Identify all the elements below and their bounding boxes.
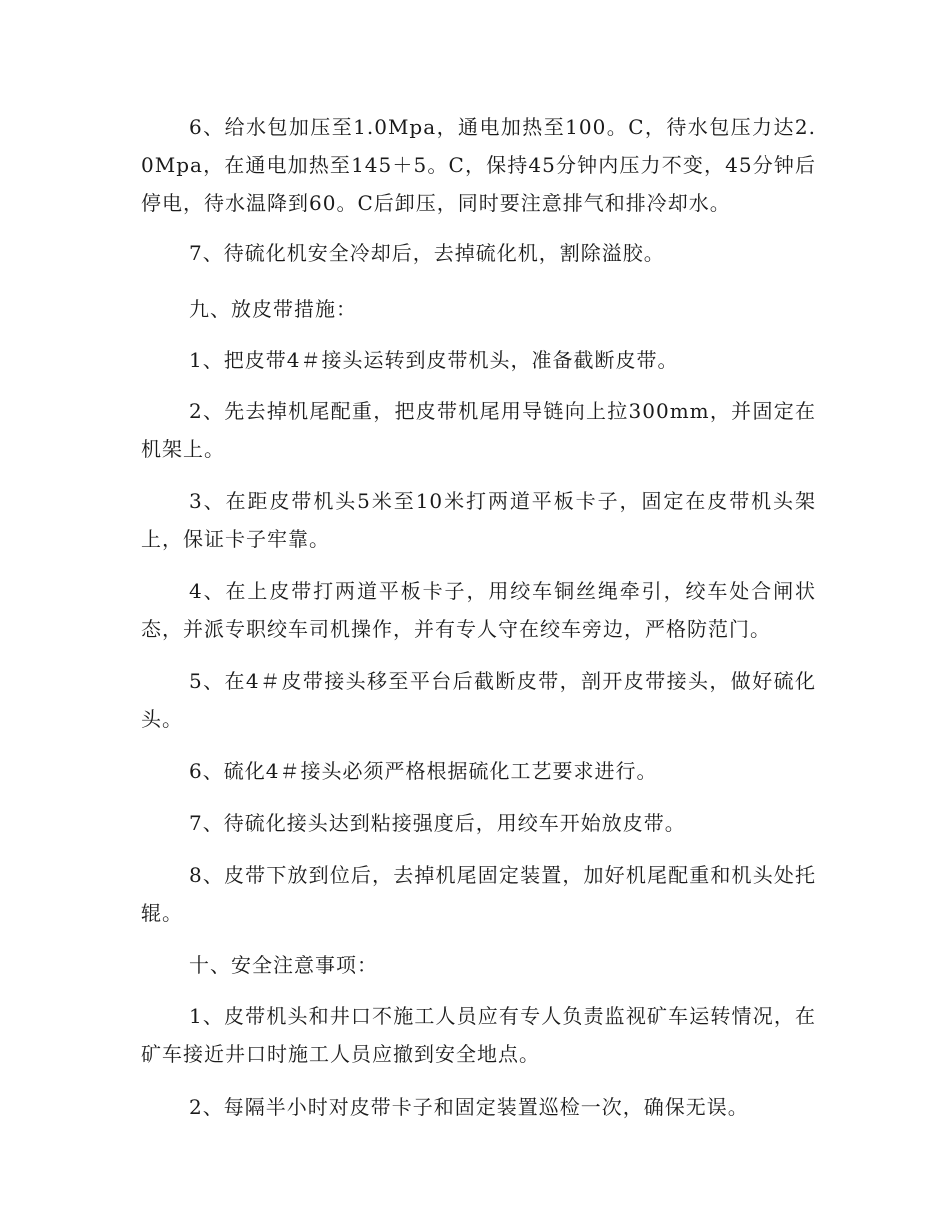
paragraph-step-7-cooling: 7、待硫化机安全冷却后，去掉硫化机，割除溢胶。 <box>189 241 665 265</box>
paragraph-lowering-step-8: 8、皮带下放到位后，去掉机尾固定装置，加好机尾配重和机头处托辊。 <box>141 863 816 925</box>
section-heading-10: 十、安全注意事项： <box>189 953 378 977</box>
paragraph-lowering-step-2: 2、先去掉机尾配重，把皮带机尾用导链向上拉300mm，并固定在机架上。 <box>141 399 816 461</box>
paragraph-lowering-step-5: 5、在4＃皮带接头移至平台后截断皮带，剖开皮带接头，做好硫化头。 <box>141 669 816 731</box>
section-heading-9: 九、放皮带措施： <box>189 297 357 321</box>
paragraph-lowering-step-3: 3、在距皮带机头5米至10米打两道平板卡子，固定在皮带机头架上，保证卡子牢靠。 <box>141 489 816 551</box>
paragraph-lowering-step-6: 6、硫化4＃接头必须严格根据硫化工艺要求进行。 <box>189 759 658 783</box>
paragraph-step-6-pressure-heating: 6、给水包加压至1.0Mpa，通电加热至100。C，待水包压力达2.0Mpa，在通电加热至145＋5。C，保持45分钟内压力不变，45分钟后停电，待水温降到60。C后卸压，同时要注意排气和排冷却水。 <box>141 115 816 215</box>
paragraph-lowering-step-4: 4、在上皮带打两道平板卡子，用绞车铜丝绳牵引，绞车处合闸状态，并派专职绞车司机操作，并有专人守在绞车旁边，严格防范门。 <box>141 579 816 641</box>
paragraph-lowering-step-7: 7、待硫化接头达到粘接强度后，用绞车开始放皮带。 <box>189 811 686 835</box>
paragraph-lowering-step-1: 1、把皮带4＃接头运转到皮带机头，准备截断皮带。 <box>189 348 679 372</box>
paragraph-safety-1: 1、皮带机头和井口不施工人员应有专人负责监视矿车运转情况，在矿车接近井口时施工人员应撤到安全地点。 <box>141 1004 816 1066</box>
paragraph-safety-2: 2、每隔半小时对皮带卡子和固定装置巡检一次，确保无误。 <box>189 1095 749 1119</box>
